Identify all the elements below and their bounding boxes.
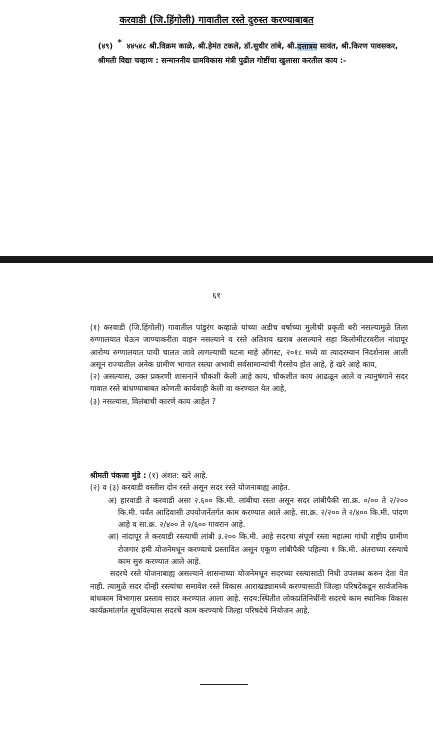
document-page-top	[0, 0, 433, 256]
question-part-3: (३) नसल्यास, विलंबाची कारणे काय आहेत ?	[90, 396, 216, 406]
answer-part-1: (१) अंशत: खरे आहे.	[146, 471, 208, 480]
question-number: (४९)	[98, 41, 113, 51]
answer-sub-a: अ) हारवाडी ते करवाडी असा २.६०० कि.मी. लांबीचा रस्ता असून सदर लांबीपैकी सा.क्र. ०/०० ते २/२०० कि.मी. पर्यंत आदिवासी उपयोजनेंतर्गत काम करण्यात आले आहे. सा.क्र. २/२०० ते २/४०० कि.मी. पांदण आहे व सा.क्र. २/४०० ते २/६०० गावरान आहे.	[108, 495, 408, 530]
question-part-2: (२) असल्यास, उक्त प्रकरणी शासनाने चौकशी केली आहे काय, चौकशीत काय आढळून आले व त्यानुषंगाने सदर गावात रस्ते बांधण्याबाबत कोणती कार्यवाही केली वा करण्यात येत आहे,	[90, 372, 408, 394]
end-rule	[200, 684, 248, 685]
answer-line-1	[90, 470, 408, 482]
minister-name: श्रीमती पंकजा मुंडे :	[90, 471, 147, 480]
star-marker: *	[117, 38, 122, 47]
answer-sub-b: आ) नांदापूर ते करवाडी रस्त्याची लांबी ३.२०० कि.मी. आहे सदरचा संपूर्ण रस्ता महात्मा गांधी राष्ट्रीय ग्रामीण रोजगार हमी योजनेमधून करण्याचे प्रस्तावित असून एकूण लांबीपैकी पहिल्या १ कि.मी. अंतराच्या रस्त्याचे काम सुरु करण्यात आले आहे.	[108, 532, 408, 567]
question-body	[90, 322, 408, 408]
page-number: ६१	[212, 291, 221, 300]
question-part-1: (१) करवाडी (जि.हिंगोली) गावातील पांडुरंग कव्हाळे यांच्या अडीच वर्षाच्या मुलीची प्रकृती बरी नसल्यामुळे तिला रुग्णालयात घेऊन जाण्याकरीता वाहन नसल्याने व रस्ते अतिशय खराब असल्याने सहा किलोमीटरवरील नांदापूर आरोग्य रुग्णालयात पायी चालत जावे लागल्याची घटना माहे ऑगस्ट, २०१८ मध्ये वा त्यादरम्यान निदर्शनास आली असून राज्यातील अनेक ग्रामीण भागात रस्त्या अभावी सर्वसामान्यांची गैरसोय होत आहे, हे खरे आहे काय,	[90, 323, 408, 369]
page-divider	[0, 256, 433, 263]
members-list: श्री.विक्रम काळे, श्री.हेमंत टकले, डॉ.सुधीर तांबे, श्री.	[149, 41, 298, 51]
answer-closing: सदरचे रस्ते योजनाबाह्य असल्याने शासनाच्या योजनेमधून सदरच्या रस्त्यासाठी निधी उपलब्ध करुन देता येत नाही. त्यामुळे सदर दोन्ही रस्त्यांचा समावेश रस्ते विकास आराखड्यामध्ये करण्यासाठी जिल्हा परिषदेकडून सार्वजनिक बांधकाम विभागास प्रस्ताव सादर करण्यात आला आहे. सदय:स्थितीत लोकप्रतिनिधींनी सदरचे काम स्थानिक विकास कार्यक्रमांतर्गत सूचविल्यास सदरचे काम करण्याचे जिल्हा परिषदेचे नियोजन आहे.	[90, 569, 408, 616]
question-header	[98, 36, 398, 68]
question-code: ४४५४८	[126, 41, 147, 51]
answer-body	[90, 470, 408, 618]
members-list-continued: सावंत, श्री.किरण पावसकर, श्रीमती विद्या चव्हाण : सन्माननीय ग्रामविकास मंत्री पुढील गोष्टींचा खुलासा करतील काय :-	[98, 41, 398, 65]
answer-part-2-3: (२) व (३) करवाडी वस्तीस दोन रस्ते असून सदर रस्ते योजनाबाह्य आहेत.	[90, 483, 291, 493]
highlighted-text: दत्तात्रय	[297, 41, 318, 51]
document-title: करवाडी (जि.हिंगोली) गावातील रस्ते दुरुस्त करण्याबाबत	[119, 15, 314, 26]
